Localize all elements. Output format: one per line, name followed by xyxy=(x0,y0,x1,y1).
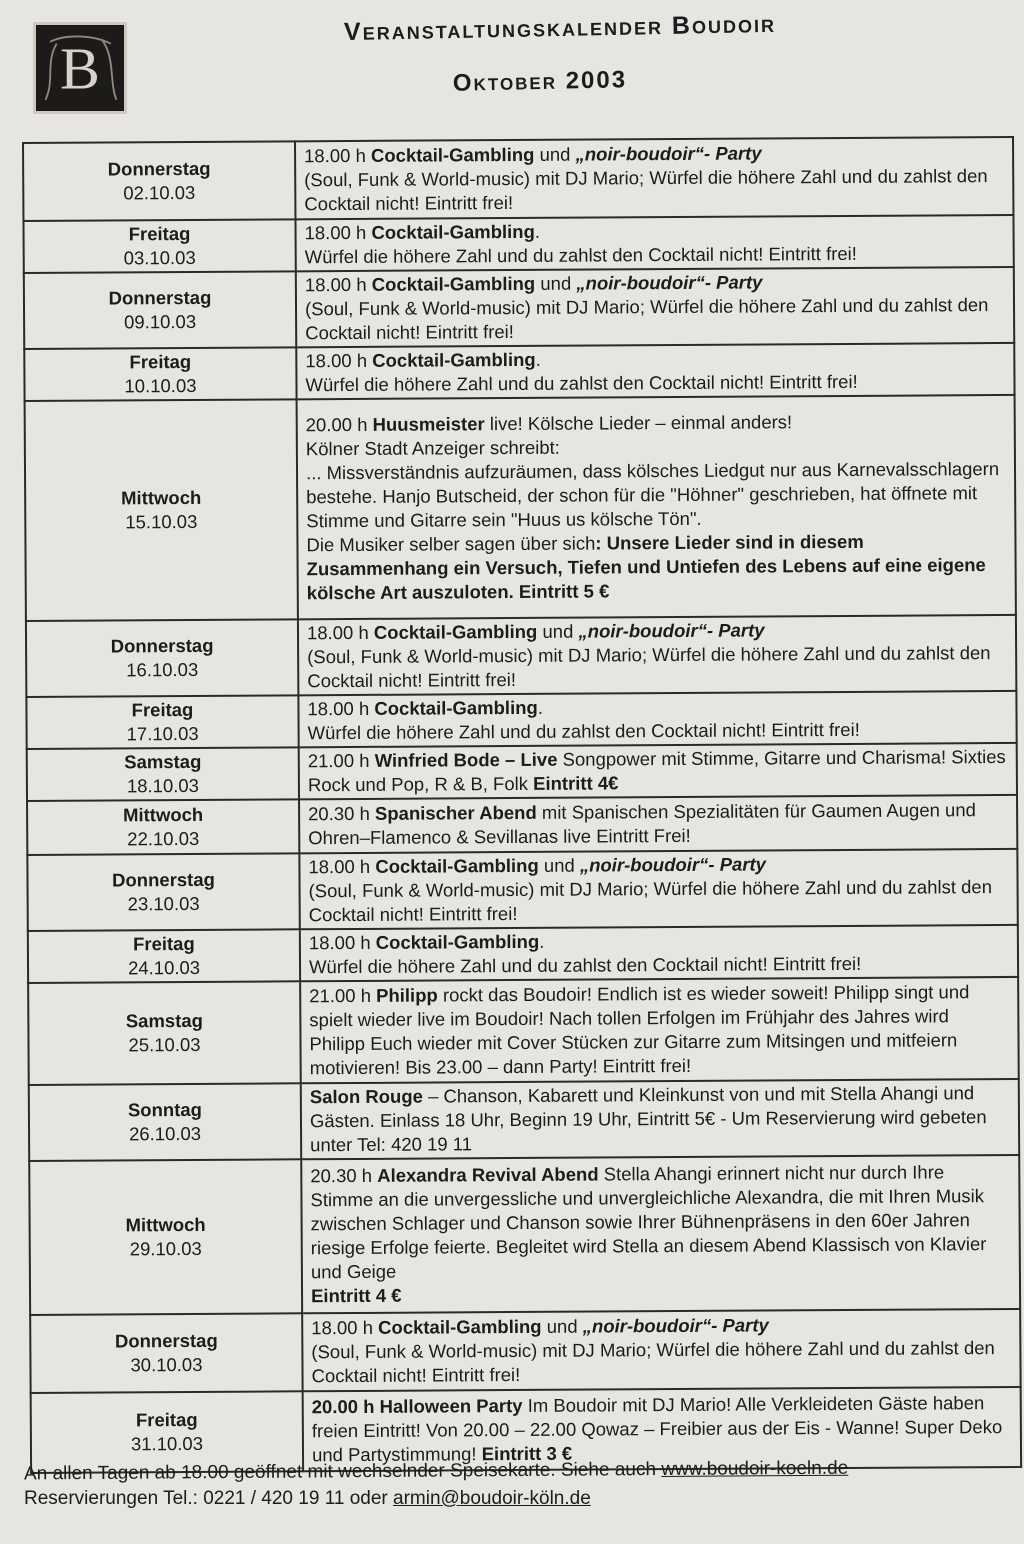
event-row xyxy=(29,1155,1020,1315)
event-detail: und xyxy=(537,620,579,642)
event-party-name: „noir-boudoir“- Party xyxy=(579,853,767,876)
event-time: 18.00 h xyxy=(304,144,366,167)
event-time: 18.00 h xyxy=(306,621,369,644)
event-weekday: Donnerstag xyxy=(112,868,215,891)
event-admission: Eintritt 4€ xyxy=(533,772,619,794)
page-title: Veranstaltungskalender Boudoir xyxy=(343,9,777,47)
event-description-cell xyxy=(295,215,1013,271)
event-quote-intro: Die Musiker selber sagen über sich xyxy=(306,532,596,556)
website-link[interactable]: www.boudoir-koeln.de xyxy=(661,1457,849,1481)
event-time: 21.00 h xyxy=(307,749,370,772)
event-date: 30.10.03 xyxy=(130,1353,203,1376)
event-date: 26.10.03 xyxy=(128,1122,202,1145)
event-date-cell xyxy=(24,271,296,349)
event-date-cell xyxy=(23,141,295,221)
event-time: 18.00 h xyxy=(305,349,368,372)
event-title: Cocktail-Gambling xyxy=(375,854,539,877)
email-link[interactable]: armin@boudoir-köln.de xyxy=(393,1488,591,1509)
event-weekday: Freitag xyxy=(131,698,194,721)
event-text: Würfel die höhere Zahl und du zahlst den Cocktail nicht! Eintritt frei! xyxy=(308,952,862,978)
event-row xyxy=(26,691,1016,749)
event-weekday: Mittwoch xyxy=(121,486,202,509)
event-date-cell xyxy=(28,929,300,983)
event-text: Würfel die höhere Zahl und du zahlst den Cocktail nicht! Eintritt frei! xyxy=(305,370,858,396)
event-weekday: Freitag xyxy=(129,350,192,373)
event-title: Cocktail-Gambling xyxy=(374,696,538,719)
event-date-cell xyxy=(25,399,298,621)
page-subtitle: Oktober 2003 xyxy=(452,66,628,97)
event-detail: und xyxy=(538,854,580,876)
event-detail: . xyxy=(534,220,541,242)
event-time: 18.00 h xyxy=(307,697,370,720)
event-row xyxy=(23,215,1013,273)
event-time: 20.30 h xyxy=(310,1164,373,1187)
event-title: Philipp xyxy=(376,984,438,1006)
event-date: 23.10.03 xyxy=(127,892,200,915)
event-date-cell xyxy=(24,347,296,401)
event-description-cell xyxy=(299,743,1017,799)
event-description-cell xyxy=(298,691,1016,747)
event-row xyxy=(25,395,1016,621)
event-time: 18.00 h xyxy=(308,931,371,954)
event-row xyxy=(29,1079,1019,1161)
event-detail: mit Spanischen Spezialitäten für Gaumen Augen und Ohren–Flamenco & Sevillanas live Eintritt Frei! xyxy=(308,799,976,849)
event-date-cell xyxy=(31,1391,303,1473)
event-date: 29.10.03 xyxy=(129,1237,202,1260)
event-weekday: Samstag xyxy=(124,750,202,773)
event-detail: . xyxy=(539,930,545,952)
boudoir-logo xyxy=(33,22,127,114)
event-title: Alexandra Revival Abend xyxy=(377,1163,599,1186)
event-title: Cocktail-Gambling xyxy=(378,1315,542,1338)
event-admission: Eintritt 4 € xyxy=(310,1284,402,1307)
event-row xyxy=(24,267,1014,349)
event-title: Cocktail-Gambling xyxy=(373,620,538,643)
event-title: Cocktail-Gambling xyxy=(372,348,536,371)
event-description-cell xyxy=(295,137,1013,219)
event-row xyxy=(27,743,1017,801)
event-detail: live! Kölsche Lieder – einmal anders! xyxy=(484,411,793,435)
event-admission: : Unsere Lieder sind in diesem Zusammenhang ein Versuch, Tiefen und Untiefen des Lebens auf eine eigene kölsche Art auszuloten. Eintritt 5 € xyxy=(306,530,986,604)
event-detail: und xyxy=(534,143,576,165)
event-time: 18.00 h xyxy=(308,855,371,878)
footer-line-2 xyxy=(24,1488,1014,1510)
event-title: Salon Rouge xyxy=(309,1085,423,1108)
event-text: (Soul, Funk & World-music) mit DJ Mario; Würfel die höhere Zahl und du zahlst den Cocktail nicht! Eintritt frei! xyxy=(307,642,991,692)
event-weekday: Mittwoch xyxy=(122,803,204,826)
event-date: 17.10.03 xyxy=(126,722,199,745)
event-text: Würfel die höhere Zahl und du zahlst den Cocktail nicht! Eintritt frei! xyxy=(307,718,860,744)
event-row xyxy=(30,1309,1020,1393)
event-party-name: „noir-boudoir“- Party xyxy=(578,619,765,642)
event-party-name: „noir-boudoir“- Party xyxy=(582,1314,769,1337)
event-text: Kölner Stadt Anzeiger schreibt: ... Missverständnis aufzuräumen, dass kölsches Liedgut nur aus Karnevalsschlagern bestehe. Hanjo Butscheid, der schon für die "Höhner" geschrieben, hat öffnete mit Stimme und Gitarre sein "Huus us kölsche Tön". xyxy=(305,436,1000,532)
event-date: 10.10.03 xyxy=(124,374,197,397)
event-detail: – Chanson, Kabarett und Kleinkunst von und mit Stella Ahangi und Gästen. Einlass 18 Uhr, Beginn 19 Uhr, Eintritt 5€ - Um Reservierung wird gebeten unter Tel: 420 19 11 xyxy=(309,1082,987,1156)
event-weekday: Freitag xyxy=(128,222,191,245)
event-time: 18.00 h xyxy=(304,273,367,296)
event-detail: Stella Ahangi erinnert nicht nur durch Ihre Stimme an die unvergessliche und unvergleichliche Alexandra, die mit Ihren Musik zwischen Schlager und Chanson sowie Ihrer Bühnenpräsens in den 60er Jahren riesige Erfolge feierte. Begleitet wird Stella an diesem Abend Klassisch von Klavier und Geige xyxy=(310,1161,987,1283)
event-row xyxy=(28,925,1018,983)
event-date: 02.10.03 xyxy=(123,181,196,204)
event-party-name: „noir-boudoir“- Party xyxy=(575,142,762,165)
event-weekday: Samstag xyxy=(125,1009,203,1032)
event-detail: Im Boudoir mit DJ Mario! Alle Verkleideten Gäste haben freien Eintritt! Von 20.00 – 22.00 Qowaz – Freibier aus der Eis - Wanne! Super Deko und Partystimmung! xyxy=(311,1392,1003,1466)
footer-reservation-text: Reservierungen Tel.: 0221 / 420 19 11 oder xyxy=(24,1488,393,1509)
event-title: Cocktail-Gambling xyxy=(371,272,536,295)
event-description-cell xyxy=(298,615,1016,695)
event-weekday: Donnerstag xyxy=(110,634,214,657)
event-weekday: Donnerstag xyxy=(108,286,212,309)
event-row xyxy=(26,615,1016,697)
event-date-cell xyxy=(23,219,295,273)
event-weekday: Mittwoch xyxy=(125,1213,206,1236)
event-row xyxy=(27,849,1017,931)
logo-monogram-icon xyxy=(36,25,124,111)
event-title: Winfried Bode – Live xyxy=(374,748,558,771)
event-weekday: Donnerstag xyxy=(107,157,211,180)
svg-text:B: B xyxy=(60,35,100,102)
event-title: Spanischer Abend xyxy=(374,801,537,824)
event-date-cell xyxy=(29,1083,301,1161)
event-description-cell xyxy=(302,1309,1020,1391)
event-date: 31.10.03 xyxy=(130,1432,204,1455)
event-title: Huusmeister xyxy=(372,413,485,435)
event-party-name: „noir-boudoir“- Party xyxy=(576,271,763,294)
event-text: (Soul, Funk & World-music) mit DJ Mario; Würfel die höhere Zahl und du zahlst den Cocktail nicht! Eintritt frei! xyxy=(304,165,988,215)
event-row xyxy=(28,977,1019,1085)
event-title: Cocktail-Gambling xyxy=(371,220,535,243)
event-date: 09.10.03 xyxy=(124,310,197,333)
event-description-cell xyxy=(296,267,1014,347)
event-description-cell xyxy=(299,795,1017,853)
event-admission: Eintritt 3 € xyxy=(481,1442,573,1465)
event-date-cell xyxy=(28,981,301,1085)
event-date: 16.10.03 xyxy=(126,658,199,681)
event-date-cell xyxy=(26,695,298,749)
event-date-cell xyxy=(26,619,298,697)
event-description-cell xyxy=(301,1079,1019,1159)
event-detail: rockt das Boudoir! Endlich ist es wieder soweit! Philipp singt und spielt wieder live im Boudoir! Nach tollen Erfolgen im Frühjahr des Jahres wird Philipp Euch wieder mit Cover Stücken zur Gitarre zum Mitsingen und mitfeiern motivieren! Bis 23.00 – dann Party! Eintritt frei! xyxy=(309,981,970,1079)
event-weekday: Sonntag xyxy=(127,1098,202,1121)
event-title: Halloween Party xyxy=(379,1394,523,1417)
event-date-cell xyxy=(29,1159,302,1315)
event-date: 15.10.03 xyxy=(125,510,198,533)
event-description-cell xyxy=(300,925,1018,981)
event-detail: . xyxy=(537,696,543,718)
event-time: 20.30 h xyxy=(308,802,370,825)
event-date: 24.10.03 xyxy=(127,956,201,979)
event-weekday: Donnerstag xyxy=(114,1329,218,1352)
event-text: (Soul, Funk & World-music) mit DJ Mario; Würfel die höhere Zahl und du zahlst den Cocktail nicht! Eintritt frei! xyxy=(304,294,989,344)
event-row xyxy=(24,343,1014,401)
event-description-cell xyxy=(301,1155,1020,1313)
event-text: (Soul, Funk & World-music) mit DJ Mario; Würfel die höhere Zahl und du zahlst den Cocktail nicht! Eintritt frei! xyxy=(311,1337,995,1387)
event-detail: und xyxy=(535,272,577,294)
event-date-cell xyxy=(30,1313,302,1393)
footer-opening-text: An allen Tagen ab 18.00 geöffnet mit wechselnder Speisekarte. Siehe auch xyxy=(23,1459,662,1485)
event-description-cell xyxy=(297,395,1016,619)
event-description-cell xyxy=(299,849,1017,929)
event-date: 18.10.03 xyxy=(126,774,199,797)
event-date: 25.10.03 xyxy=(128,1033,201,1056)
event-text: Würfel die höhere Zahl und du zahlst den Cocktail nicht! Eintritt frei! xyxy=(304,242,857,268)
event-title: Cocktail-Gambling xyxy=(375,930,540,953)
event-time: 20.00 h xyxy=(305,413,368,436)
event-weekday: Freitag xyxy=(132,932,195,955)
event-date-cell xyxy=(27,799,299,855)
event-description-cell xyxy=(300,977,1019,1083)
event-calendar-table xyxy=(22,136,1022,1474)
event-date-cell xyxy=(27,853,299,931)
event-time: 21.00 h xyxy=(309,984,372,1007)
event-date: 03.10.03 xyxy=(123,246,196,269)
event-date: 22.10.03 xyxy=(127,827,200,850)
event-detail: . xyxy=(535,348,541,370)
event-detail: und xyxy=(541,1315,583,1337)
event-title: Cocktail-Gambling xyxy=(370,143,535,166)
event-time: 20.00 h xyxy=(311,1395,375,1418)
event-time: 18.00 h xyxy=(304,221,367,244)
event-row xyxy=(23,137,1013,221)
event-row xyxy=(27,795,1017,855)
event-weekday: Freitag xyxy=(135,1408,198,1431)
event-description-cell xyxy=(296,343,1014,399)
event-detail: Songpower mit Stimme, Gitarre und Charisma! Sixties Rock und Pop, R & B, Folk xyxy=(307,746,1006,796)
event-date-cell xyxy=(27,747,299,801)
event-text: (Soul, Funk & World-music) mit DJ Mario; Würfel die höhere Zahl und du zahlst den Cocktail nicht! Eintritt frei! xyxy=(308,876,993,926)
event-time: 18.00 h xyxy=(311,1316,374,1339)
